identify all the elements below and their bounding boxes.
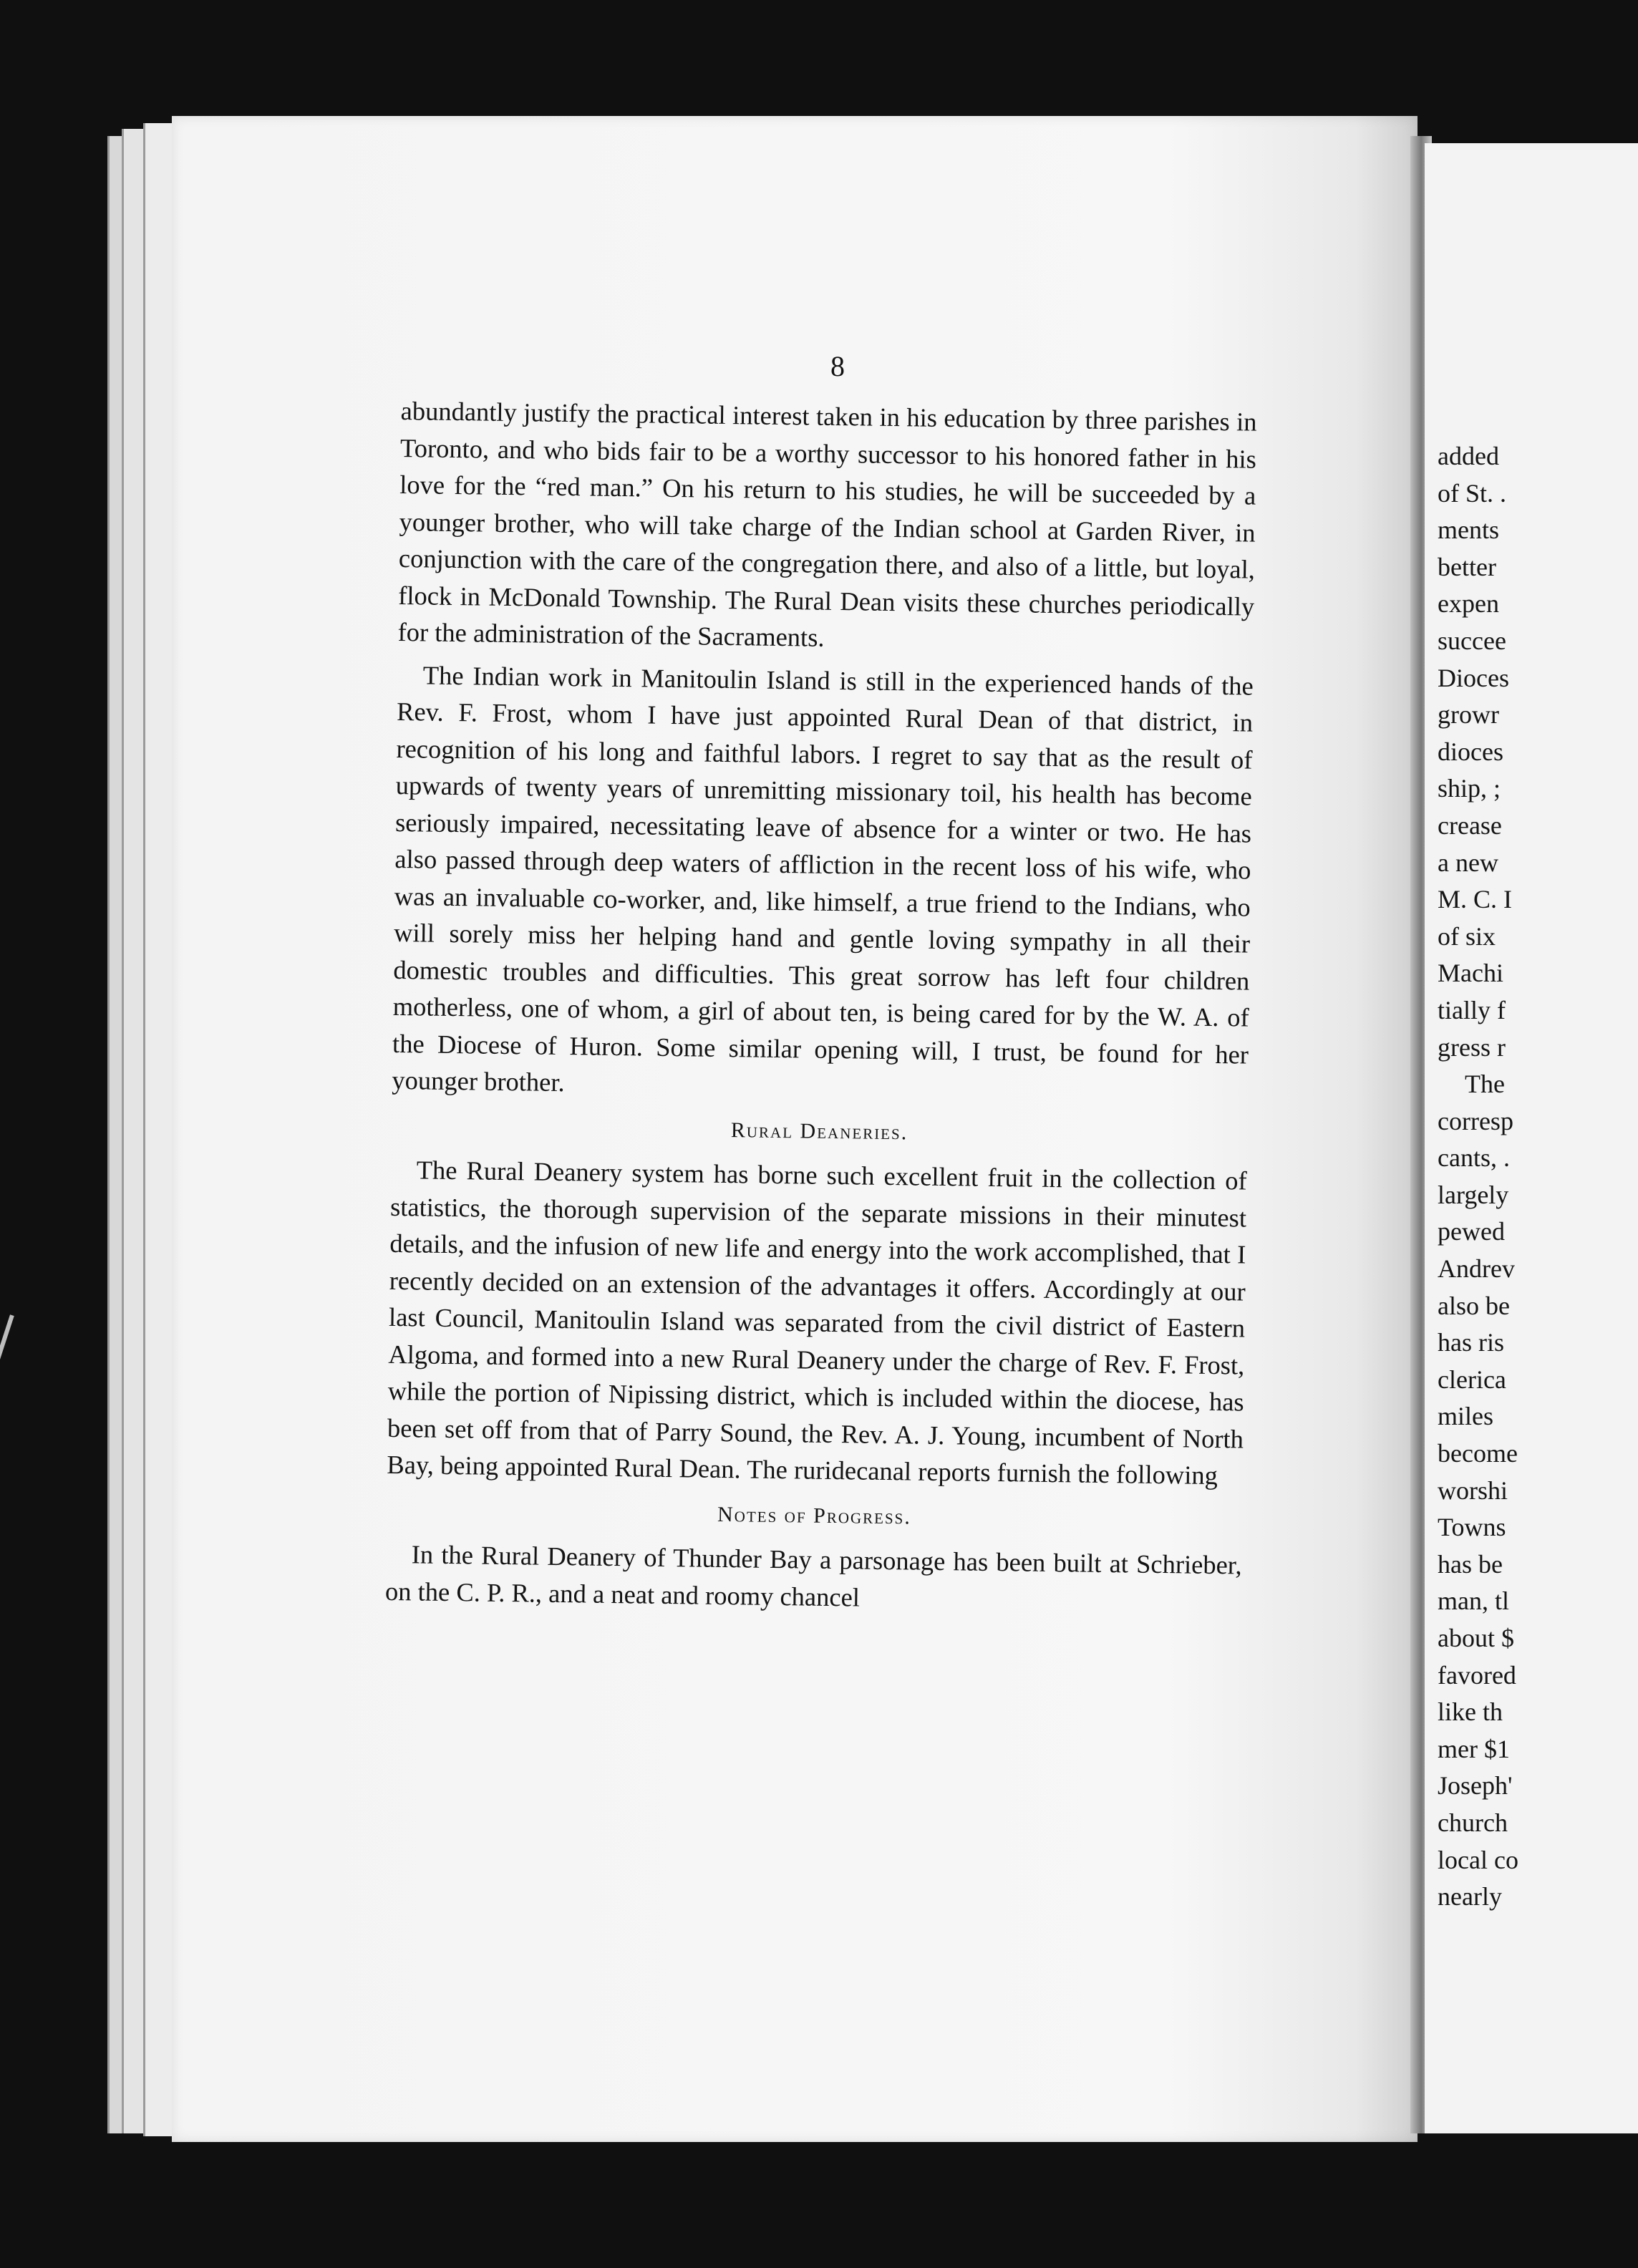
right-page-line: largely (1438, 1180, 1509, 1209)
page-number: 8 (830, 350, 845, 382)
heading-rural-deaneries: Rural Deaneries. (730, 1118, 908, 1144)
page-edge (143, 123, 174, 2136)
right-page-line: Joseph' (1438, 1771, 1513, 1801)
right-page-line: like th (1438, 1697, 1503, 1727)
right-page-line: The (1465, 1070, 1505, 1099)
right-page-line: pewed (1438, 1217, 1505, 1246)
right-page-line: clerica (1438, 1365, 1506, 1394)
paragraph-manitoulin: The Indian work in Manitoulin Island is still in the experienced hands of the Rev. F. Frost, whom I have just appointed Rural Dean of that district, in recognition of his long and faithful labors. I regret to say that as the result of upwards of twenty years of unremitting missionary toil, his health has become seriously impaired, necessitating leave of absence for a winter or two. He has also passed through deep waters of affliction in the recent loss of his wife, who was an invaluable co-worker, and, like himself, a true friend to the Indians, who will sorely miss her helping hand and gentle loving sympathy in all their domestic troubles and difficulties. This great sorrow has left four children motherless, one of whom, a girl of about ten, is being cared for by the W. A. of the Diocese of Huron. Some similar opening will, I trust, be found for her younger brother. (392, 659, 1254, 1097)
right-page-line: expen (1438, 589, 1499, 619)
right-page-line: man, tl (1438, 1586, 1509, 1616)
left-page-text (385, 392, 1257, 1621)
right-page-line: dioces (1438, 737, 1503, 766)
right-page-line: added (1438, 442, 1499, 470)
right-page-line: also be (1438, 1291, 1510, 1320)
right-page-line: Machi (1438, 959, 1503, 988)
scratch-mark (0, 1314, 14, 1377)
right-page-line: has ris (1438, 1328, 1504, 1357)
right-page-line: mer $1 (1438, 1734, 1510, 1763)
right-page-line: succee (1438, 626, 1506, 655)
right-page-line: become (1438, 1439, 1518, 1468)
right-page-line: about $ (1438, 1624, 1514, 1652)
right-page-line: gress r (1438, 1032, 1506, 1062)
right-page-line: a new (1438, 848, 1498, 877)
right-page-line: crease (1438, 810, 1502, 840)
right-page-line: ship, ; (1438, 774, 1501, 803)
right-page-line: church (1438, 1808, 1508, 1837)
right-page-text (1438, 438, 1638, 1916)
heading-notes-of-progress: Notes of Progress. (717, 1502, 912, 1528)
right-page-line: Dioces (1438, 663, 1509, 692)
right-page-line: miles (1438, 1402, 1493, 1431)
right-page-line: cants, . (1438, 1143, 1510, 1173)
right-page-line: Towns (1438, 1513, 1506, 1542)
right-page-line: of six (1438, 921, 1496, 951)
right-page-line: tially f (1438, 995, 1506, 1024)
paragraph-rural-deanery-system: The Rural Deanery system has borne such excellent fruit in the collection of statistics, the thorough supervision of the separate missions in their minutest details, and the infusion of new life and energy into the work accomplished, that I recently decided on an extension of the advantages it offers. Accordingly at our last Council, Manitoulin Island was separated from the civil district of Eastern Algoma, and formed into a new Rural Deanery under the charge of Rev. F. Frost, while the portion of Nipissing district, which is included within the diocese, has been set off from that of Parry Sound, the Rev. A. J. Young, incumbent of North Bay, being appointed Rural Dean. The ruridecanal reports furnish the following (387, 1155, 1247, 1491)
right-page-line: local co (1438, 1845, 1518, 1874)
paragraph-thunder-bay: In the Rural Deanery of Thunder Bay a parsonage has been built at Schrieber, on the C. P. R., and a neat and roomy chancel (384, 1539, 1242, 1612)
right-page-line: worshi (1438, 1475, 1508, 1505)
right-page-line: of St. . (1438, 478, 1507, 508)
right-page-line: better (1438, 552, 1496, 581)
paragraph-continuation: abundantly justify the practical interest taken in his education by three parishes in Toronto, and who bids fair to be a worthy successor to his honored father in his love for the “red man.” On his return to his studies, he will be succeeded by a younger brother, who will take charge of the Indian school at Garden River, in conjunction with the care of the congregation there, and also of a little, but loyal, flock in McDonald Township. The Rural Dean visits these churches periodically for the administration of the Sacraments. (397, 395, 1257, 652)
right-page-line: Andrev (1438, 1254, 1515, 1284)
right-page-line: corresp (1438, 1106, 1513, 1135)
right-page-line: growr (1438, 700, 1499, 730)
right-page-line: favored (1438, 1660, 1516, 1690)
right-page-line: nearly (1438, 1882, 1502, 1911)
right-page-line: M. C. I (1438, 885, 1513, 914)
right-page-line: has be (1438, 1549, 1503, 1579)
right-page-line: ments (1438, 515, 1499, 545)
